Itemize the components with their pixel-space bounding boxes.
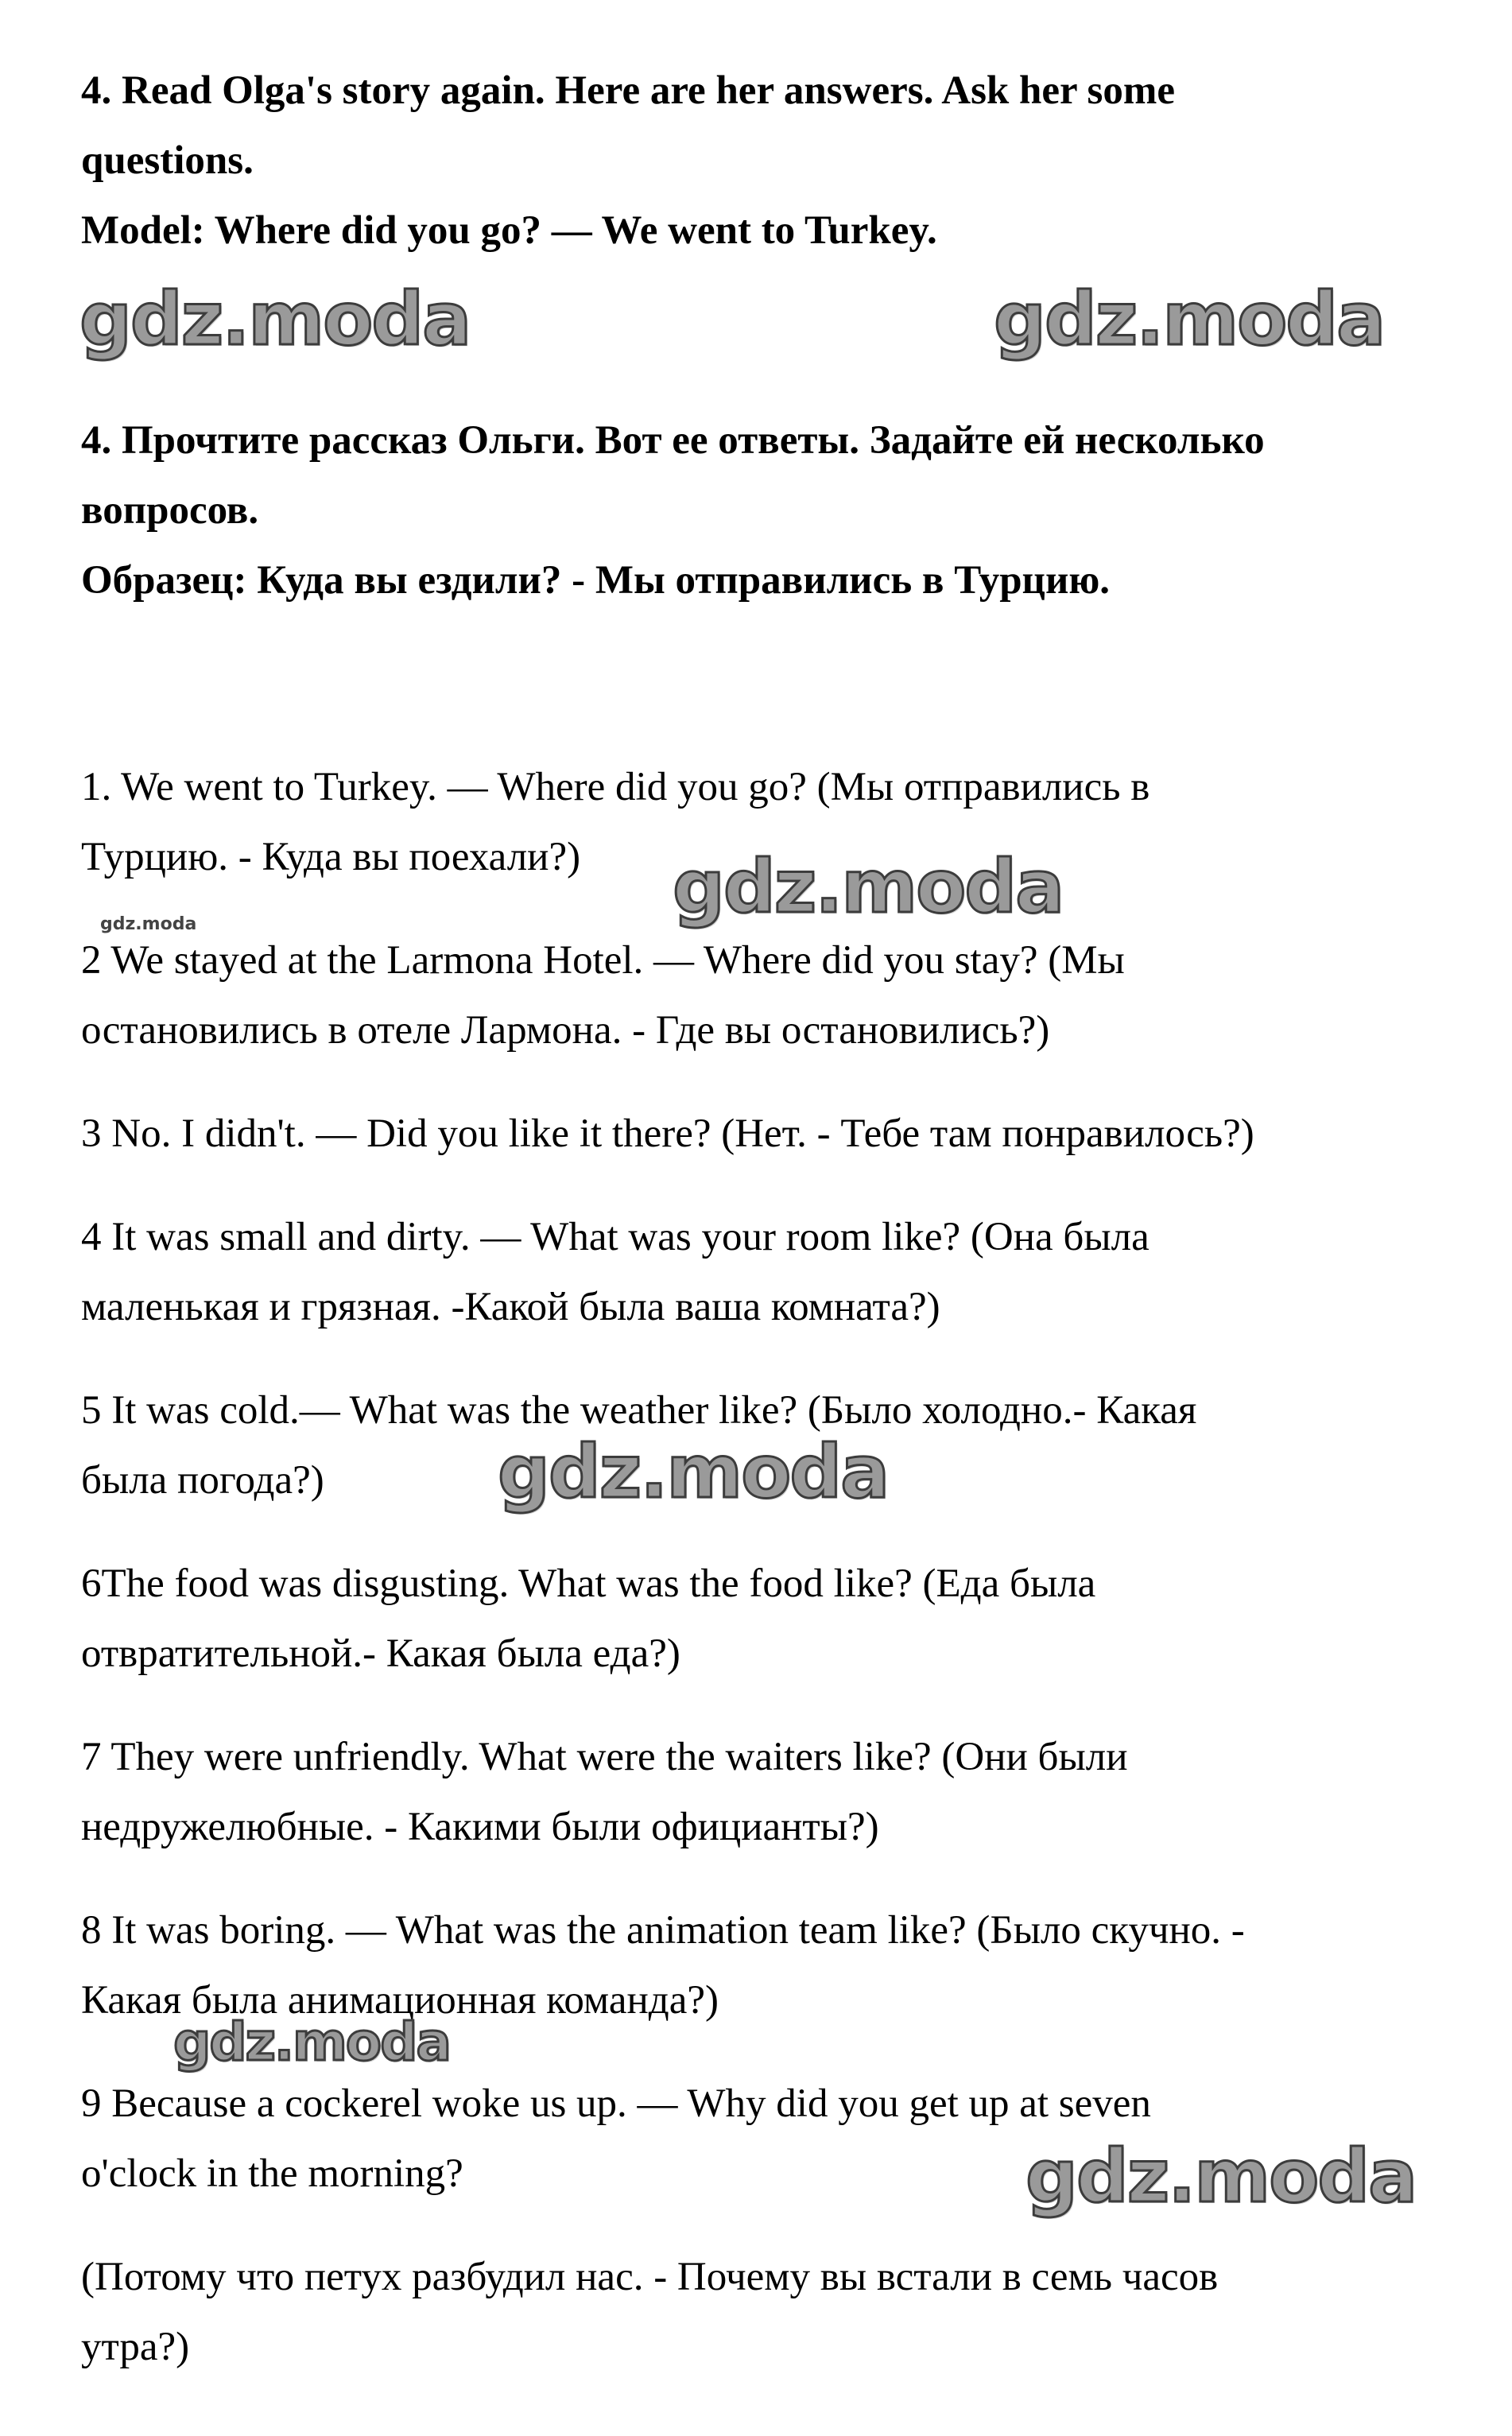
answer-item-7	[81, 1722, 1480, 1862]
answer-text: утра?)	[81, 2325, 190, 2369]
answer-item-3	[81, 1099, 1480, 1169]
answer-item-2	[81, 925, 1480, 1065]
task-heading-line: вопросов.	[81, 488, 259, 533]
answer-text: 8 It was boring. — What was the animation team like? (Было скучно. -	[81, 1908, 1245, 1953]
answer-text: маленькая и грязная. -Какой была ваша комната?)	[81, 1285, 940, 1329]
watermark-logo: gdz.moda	[79, 277, 471, 362]
answer-text: 9 Because a cockerel woke us up. — Why did you get up at seven	[81, 2081, 1151, 2126]
answer-text: была погода?)	[81, 1458, 324, 1503]
answer-text: 3 No. I didn't. — Did you like it there? (Нет. - Тебе там понравилось?)	[81, 1111, 1254, 1156]
answer-item-6	[81, 1549, 1480, 1689]
task-heading-russian	[81, 405, 1480, 615]
answer-text: Турцию. - Куда вы поехали?)	[81, 835, 581, 879]
answer-text: отвратительной.- Какая была еда?)	[81, 1631, 680, 1676]
answer-text: 2 We stayed at the Larmona Hotel. — Where did you stay? (Мы	[81, 938, 1125, 983]
task-heading-english	[81, 56, 1480, 266]
task-model-line: Model: Where did you go? — We went to Turkey.	[81, 208, 937, 253]
watermark-logo: gdz.moda	[673, 844, 1064, 929]
answer-item-4	[81, 1202, 1480, 1342]
task-model-line: Образец: Куда вы ездили? - Мы отправились в Турцию.	[81, 558, 1111, 603]
watermark-logo: gdz.moda	[994, 277, 1385, 362]
answer-text: 4 It was small and dirty. — What was your room like? (Она была	[81, 1215, 1150, 1259]
watermark-logo: gdz.moda	[498, 1429, 889, 1515]
answer-text: недружелюбные. - Какими были официанты?)	[81, 1805, 879, 1849]
answer-text: 1. We went to Turkey. — Where did you go? (Мы отправились в	[81, 765, 1150, 809]
task-heading-line: questions.	[81, 138, 254, 183]
watermark-small: gdz.moda	[100, 914, 197, 934]
answer-text: 6The food was disgusting. What was the food like? (Еда была	[81, 1561, 1096, 1606]
answer-text: o'clock in the morning?	[81, 2151, 463, 2196]
answer-text: остановились в отеле Лармона. - Где вы остановились?)	[81, 1008, 1050, 1053]
answer-item-9-translation	[81, 2242, 1480, 2382]
watermark-logo: gdz.moda	[173, 2011, 450, 2073]
watermark-logo: gdz.moda	[1025, 2134, 1417, 2219]
answer-text: 7 They were unfriendly. What were the waiters like? (Они были	[81, 1735, 1128, 1779]
task-heading-line: 4. Read Olga's story again. Here are her answers. Ask her some	[81, 68, 1175, 113]
answer-text: (Потому что петух разбудил нас. - Почему вы встали в семь часов	[81, 2255, 1219, 2299]
answer-text: 5 It was cold.— What was the weather like? (Было холодно.- Какая	[81, 1388, 1197, 1433]
task-heading-line: 4. Прочтите рассказ Ольги. Вот ее ответы. Задайте ей несколько	[81, 418, 1265, 463]
answer-text: Какая была анимационная команда?)	[81, 1978, 719, 2023]
